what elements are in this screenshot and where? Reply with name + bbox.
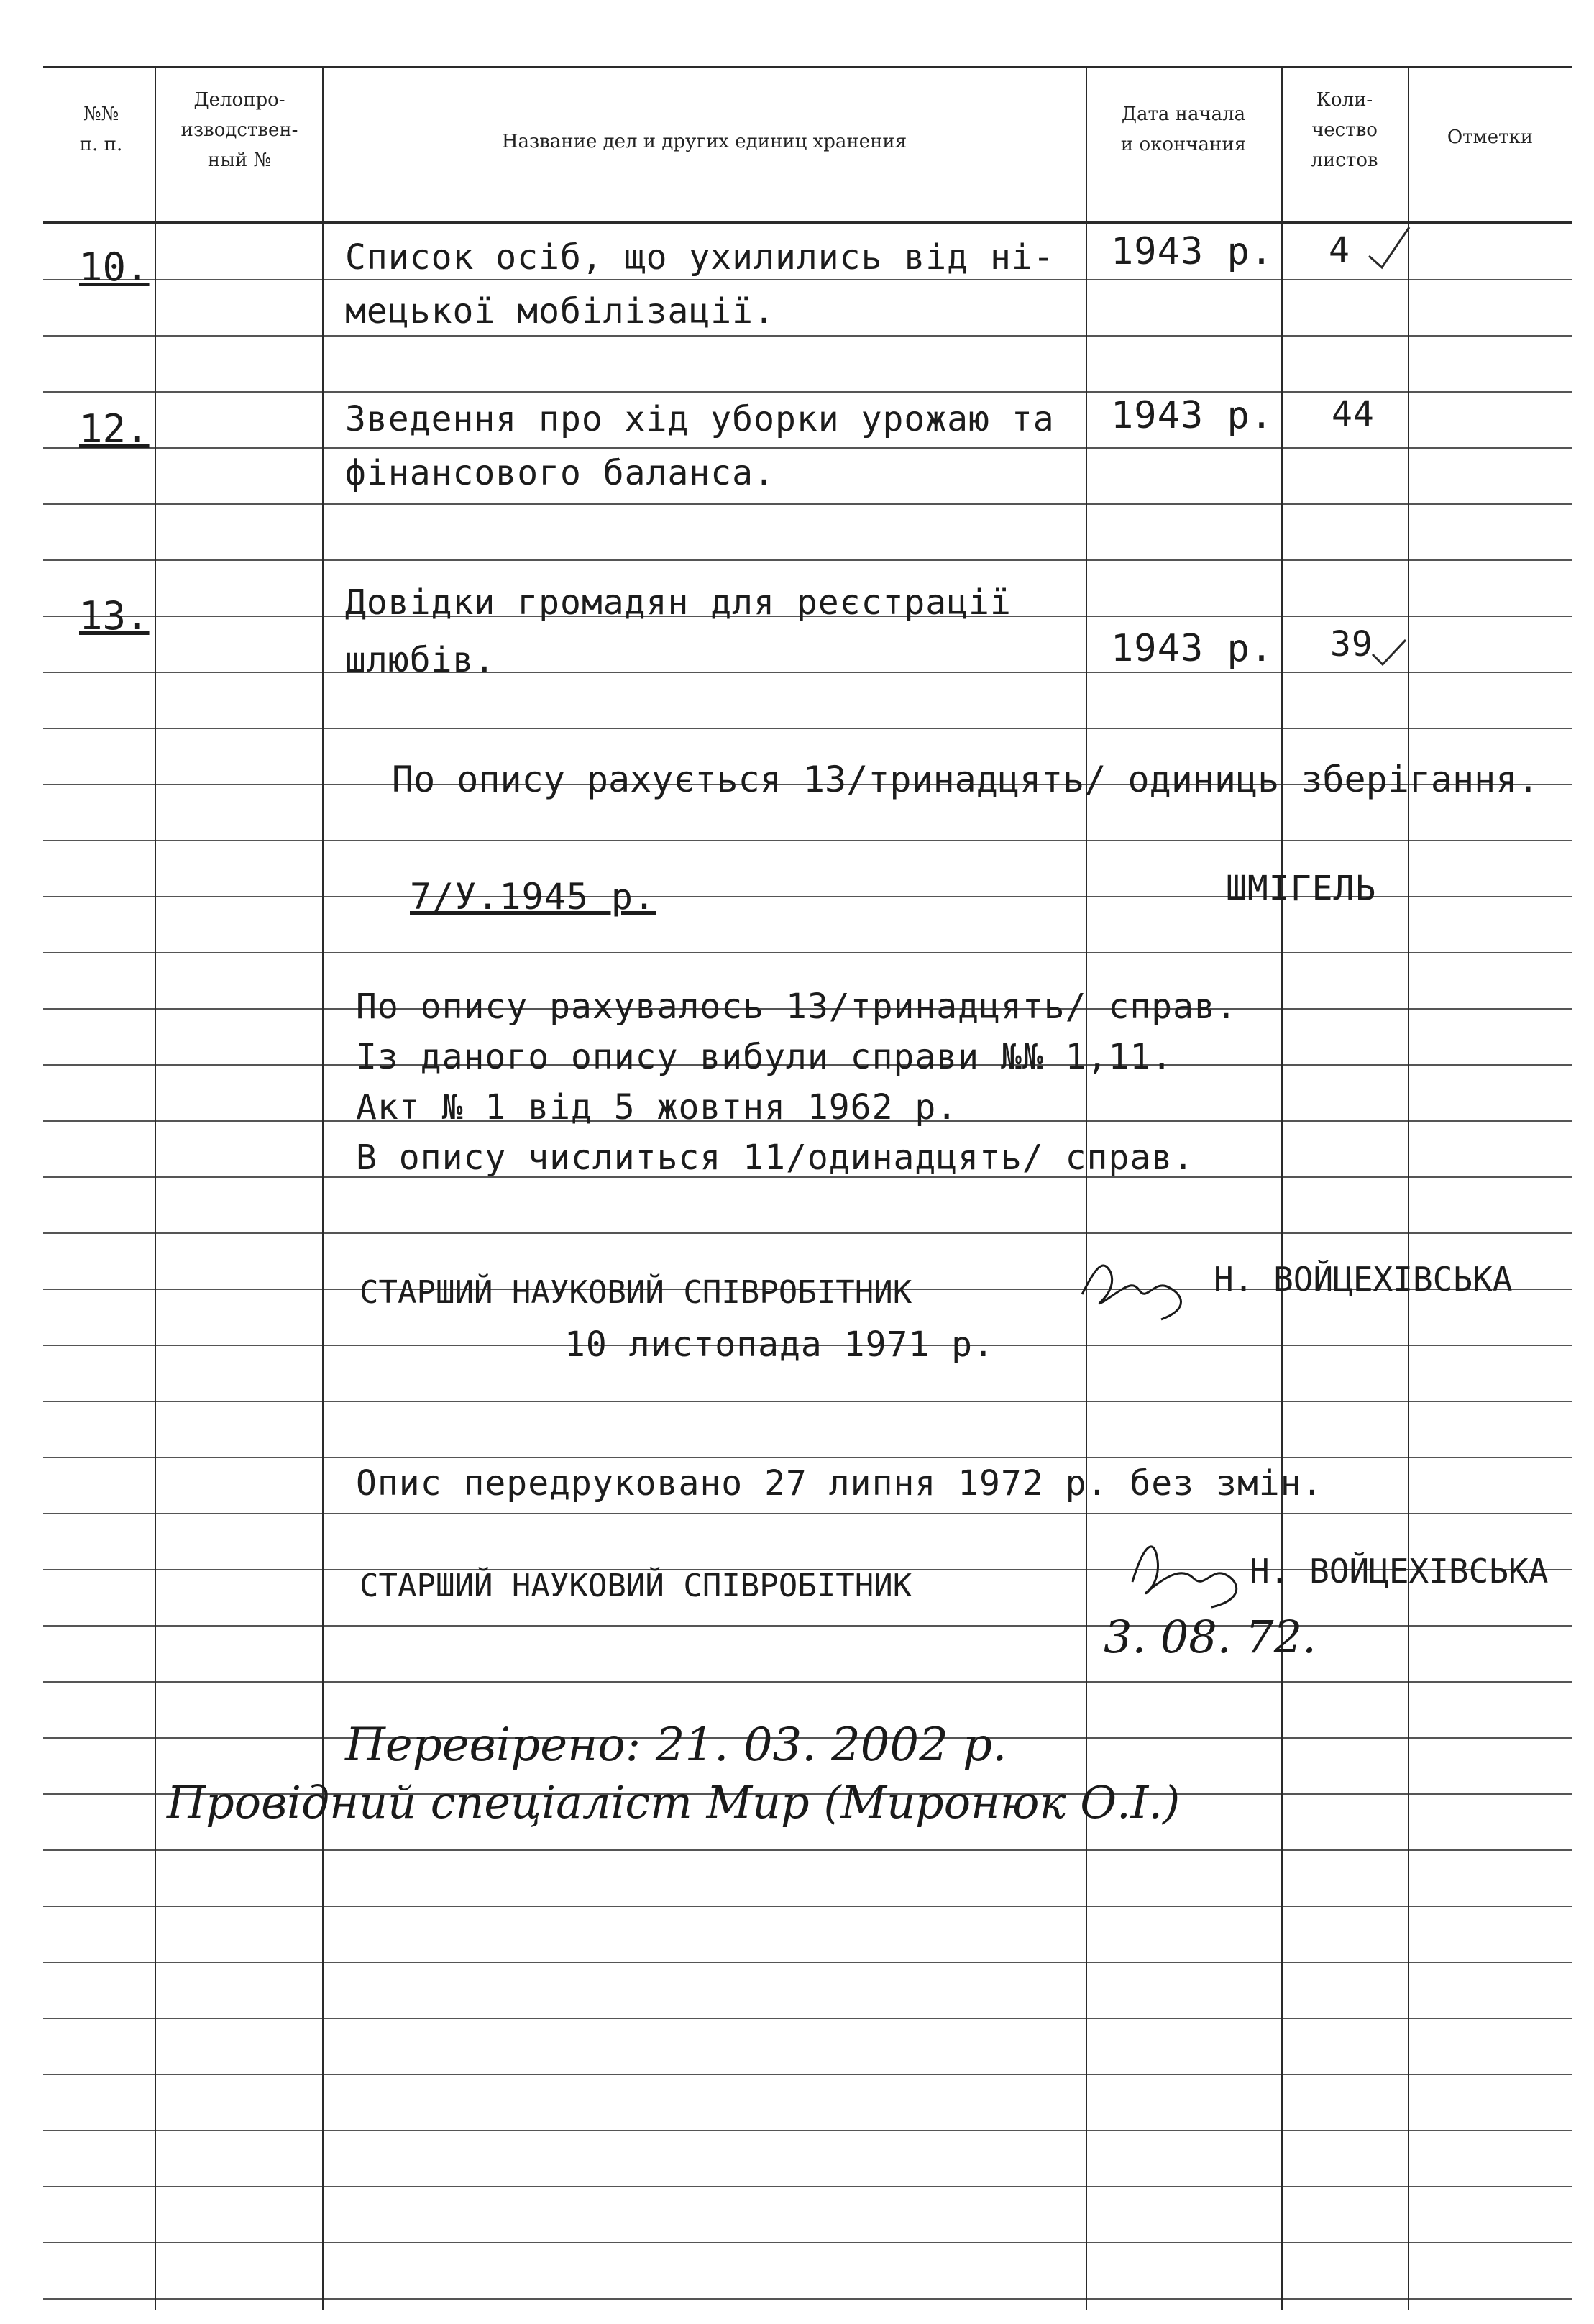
summary-1971-line: Акт № 1 від 5 жовтня 1962 р. (356, 1087, 958, 1127)
ruled-line (43, 672, 1572, 673)
signer-1971: Н. ВОЙЦЕХІВСЬКА (1214, 1260, 1513, 1299)
entry-date: 1943 р. (1111, 627, 1274, 670)
entry-sheets: 4 (1329, 230, 1350, 270)
position-title-1972: СТАРШИЙ НАУКОВИЙ СПІВРОБІТНИК (359, 1568, 912, 1604)
ruled-line (43, 1962, 1572, 1963)
ruled-line (43, 2130, 1572, 2131)
column-divider (322, 66, 324, 2310)
entry-title-line: фінансового баланса. (345, 453, 775, 493)
count-summary-1945: По опису рахується 13/тринадцять/ одиниць зберігання. (392, 759, 1539, 800)
ruled-line (43, 2186, 1572, 2187)
header-sheets: Коли- чество листов (1311, 89, 1378, 171)
reprint-line-1972: Опис передруковано 27 липня 1972 р. без змін. (356, 1463, 1324, 1504)
ruled-line (43, 2242, 1572, 2243)
ruled-line (43, 1681, 1572, 1683)
verification-line: Перевірено: 21. 03. 2002 р. (345, 1719, 1007, 1772)
ruled-line (43, 335, 1572, 337)
column-divider (1086, 66, 1087, 2310)
entry-sheets: 44 (1332, 394, 1375, 434)
ruled-line (43, 1457, 1572, 1458)
summary-1971-line: В опису числиться 11/одинадцять/ справ. (356, 1138, 1195, 1178)
ruled-line (43, 952, 1572, 953)
ruled-line (43, 1906, 1572, 1907)
ruled-line (43, 503, 1572, 505)
ruled-line (43, 279, 1572, 280)
entry-number: 13. (79, 593, 150, 639)
position-title-1971: СТАРШИЙ НАУКОВИЙ СПІВРОБІТНИК (359, 1274, 912, 1311)
ruled-line (43, 728, 1572, 729)
column-divider (155, 66, 156, 2310)
summary-1971-line: Із даного опису вибули справи №№ 1,11. (356, 1037, 1173, 1077)
ruled-line (43, 2298, 1572, 2300)
check-mark-icon (1366, 224, 1416, 282)
header-dates: Дата начала и окончания (1120, 104, 1247, 155)
header-title: Название дел и других единиц хранения (501, 131, 907, 152)
entry-title-line: Довідки громадян для реєстрації (345, 582, 1012, 623)
entry-title-line: шлюбів. (345, 640, 496, 680)
ruled-line (43, 1401, 1572, 1402)
column-divider (1408, 66, 1409, 2310)
ruled-line (43, 447, 1572, 449)
ruled-line (43, 840, 1572, 841)
summary-1971-line: По опису рахувалось 13/тринадцять/ справ. (356, 987, 1237, 1027)
ruled-line (43, 1513, 1572, 1514)
handwritten-date-1972: 3. 08. 72. (1104, 1611, 1316, 1663)
header-notes: Отметки (1447, 127, 1534, 148)
signer-1945: ШМІГЕЛЬ (1226, 869, 1377, 909)
entry-title-line: Список осіб, що ухилились від ні- (345, 237, 1055, 278)
header-office-number: Делопро- изводствен- ный № (180, 89, 298, 171)
ruled-line (43, 1232, 1572, 1234)
check-mark-icon (1370, 633, 1413, 676)
ruled-line (43, 2074, 1572, 2075)
signature-mark (1125, 1532, 1255, 1611)
entry-title-line: мецької мобілізації. (345, 291, 775, 331)
ruled-line (43, 1625, 1572, 1627)
signature-mark (1075, 1251, 1219, 1323)
signer-1972: Н. ВОЙЦЕХІВСЬКА (1250, 1552, 1549, 1591)
ruled-line (43, 2018, 1572, 2019)
ruled-line (43, 1849, 1572, 1851)
ruled-line (43, 391, 1572, 393)
ruled-line (43, 559, 1572, 561)
header-bottom-rule (43, 221, 1572, 224)
entry-number: 12. (79, 406, 150, 452)
summary-date-1945: 7/У.1945 р. (410, 876, 656, 918)
entry-date: 1943 р. (1111, 230, 1274, 273)
entry-date: 1943 р. (1111, 394, 1274, 437)
entry-title-line: Зведення про хід уборки урожаю та (345, 399, 1055, 439)
entry-number: 10. (79, 244, 150, 290)
top-rule (43, 66, 1572, 68)
column-divider (1281, 66, 1283, 2310)
entry-sheets: 39 (1330, 624, 1373, 664)
verification-specialist-line: Провідний спеціаліст Мир (Миронюк О.І.) (167, 1776, 1181, 1829)
header-number: №№ п. п. (79, 104, 123, 155)
summary-date-1971: 10 листопада 1971 р. (564, 1325, 994, 1365)
